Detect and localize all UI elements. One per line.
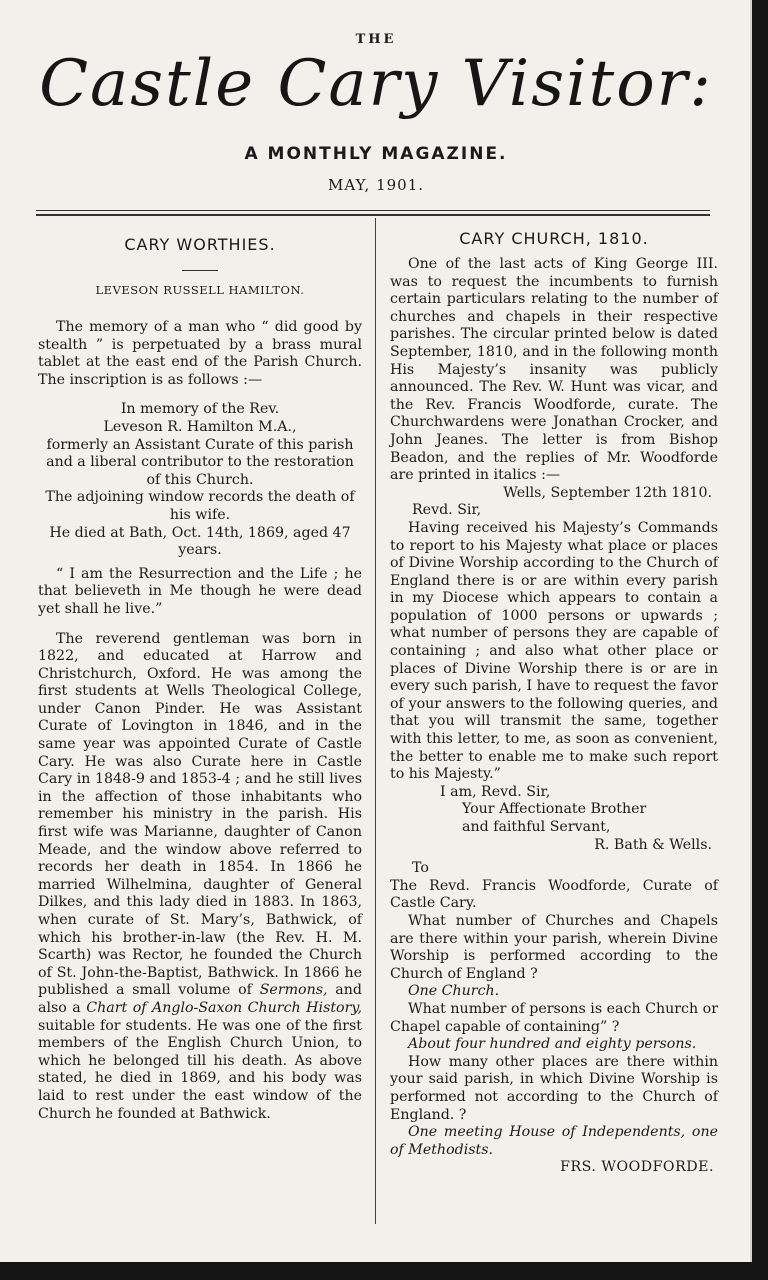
inscription-line: and a liberal contributor to the restoration of this Church. — [46, 454, 354, 488]
letter-closing: I am, Revd. Sir, — [440, 783, 551, 800]
biography-text-c: suitable for students. He was one of the first members of the English Church Union, to which he belonged till his death. As above stated, he died in 1869, and his body was laid to rest under the east window of the Church he founded at Bathwick. — [38, 1017, 362, 1122]
biography-paragraph — [38, 631, 362, 1124]
header-rule-thick — [36, 214, 710, 216]
sermons-title: Sermons, — [259, 982, 328, 999]
article-title-cary-church: CARY CHURCH, 1810. — [459, 229, 649, 248]
query-1: What number of Churches and Chapels are there within your parish, wherein Divine Worship is performed according to the Church of England ? — [390, 912, 718, 982]
query-3: How many other places are there within your said parish, in which Divine Worship is performed not according to the Church of England. ? — [390, 1053, 718, 1123]
scripture-quote: “ I am the Resurrection and the Life ; he that believeth in Me though he were dead yet shall he live.” — [38, 565, 362, 617]
church-intro-paragraph: One of the last acts of King George III. was to request the incumbents to furnish certain particulars relating to the number of churches and chapels in their respective parishes. The circular printed below is dated September, 1810, and in the following month His Majesty’s insanity was publicly announced. The Rev. W. Hunt was vicar, and the Rev. Francis Woodforde, curate. The Churchwardens were Jonathan Crocker, and John Jeanes. The letter is from Bishop Beadon, and the replies of Mr. Woodforde are printed in italics :— — [390, 256, 718, 484]
answer-1: One Church. — [408, 983, 500, 1000]
article-title-cary-worthies: CARY WORTHIES. — [124, 235, 276, 254]
letter-signature: R. Bath & Wells. — [594, 836, 712, 853]
addressee: The Revd. Francis Woodforde, Curate of Castle Cary. — [390, 877, 718, 912]
left-column — [38, 222, 362, 1123]
biography-text-a: The reverend gentleman was born in 1822, and educated at Harrow and Christchurch, Oxford. He was among the first students at Wells Theological College, under Canon Pinder. He was Assistant Curate of Lovington in 1846, and in the same year was appointed Curate of Castle Cary. He was also Curate here in Castle Cary in 1848-9 and 1853-4 ; and he still lives in the affection of those inhabitants who remember his ministry in the parish. His first wife was Marianne, daughter of Canon Meade, and the window above referred to records her death in 1854. In 1866 he married Wilhelmina, daughter of General Dilkes, and this lady died in 1883. In 1863, when curate of St. Mary’s, Bathwick, of which his brother-in-law (the Rev. H. M. Scarth) was Rector, he founded the Church of St. John-the-Baptist, Bathwick. In 1866 he published a small volume of — [38, 630, 362, 999]
reply-signature: FRS. WOODFORDE. — [560, 1159, 714, 1176]
answer-3: One meeting House of Independents, one of Methodists. — [390, 1124, 718, 1158]
inscription-line: The adjoining window records the death of his wife. — [45, 489, 355, 523]
issue-date: MAY, 1901. — [327, 176, 425, 194]
letter-date: Wells, September 12th 1810. — [503, 484, 712, 501]
letter-closing: and faithful Servant, — [462, 819, 611, 835]
answer-2: About four hundred and eighty persons. — [408, 1036, 697, 1053]
tablet-inscription — [38, 401, 362, 559]
masthead-title: Castle Cary Visitor: — [39, 47, 713, 121]
right-column — [390, 222, 718, 1177]
masthead-the: THE — [355, 32, 397, 47]
header-rule-thin — [36, 210, 710, 211]
letter-body: Having received his Majesty’s Commands to report to his Majesty what place or places of Divine Worship according to the Church of England there is or are within every parish in my Diocese which appears to contain a population of 1000 persons or upwards ; what number of persons they are capable of containing ; and also what other place or places of Divine Worship there is or are in every such parish, I have to request the favor of your answers to the following queries, and that you will transmit the same, together with this letter, to me, as soon as convenient, the better to enable me to make such report to his Majesty.” — [390, 519, 718, 783]
inscription-line: formerly an Assistant Curate of this parish — [46, 436, 354, 453]
chart-title: Chart of Anglo-Saxon Church History, — [86, 999, 363, 1016]
query-2: What number of persons is each Church or Chapel capable of containing” ? — [390, 1000, 718, 1035]
title-divider — [182, 270, 218, 271]
masthead-subtitle: A MONTHLY MAGAZINE. — [244, 144, 508, 164]
inscription-line: He died at Bath, Oct. 14th, 1869, aged 47 years. — [49, 524, 351, 559]
letter-salutation: Revd. Sir, — [412, 502, 482, 519]
biography-text-b: and also a — [38, 982, 362, 1016]
column-divider — [375, 218, 376, 1224]
inscription-line: Leveson R. Hamilton M.A., — [103, 418, 297, 435]
letter-closing: Your Affectionate Brother — [462, 801, 647, 818]
inscription-line: In memory of the Rev. — [120, 401, 280, 418]
intro-paragraph: The memory of a man who “ did good by stealth ” is perpetuated by a brass mural tablet at the east end of the Parish Church. The inscription is as follows :— — [38, 319, 362, 388]
address-to: To — [412, 860, 429, 877]
article-subject: LEVESON RUSSELL HAMILTON. — [95, 283, 305, 297]
